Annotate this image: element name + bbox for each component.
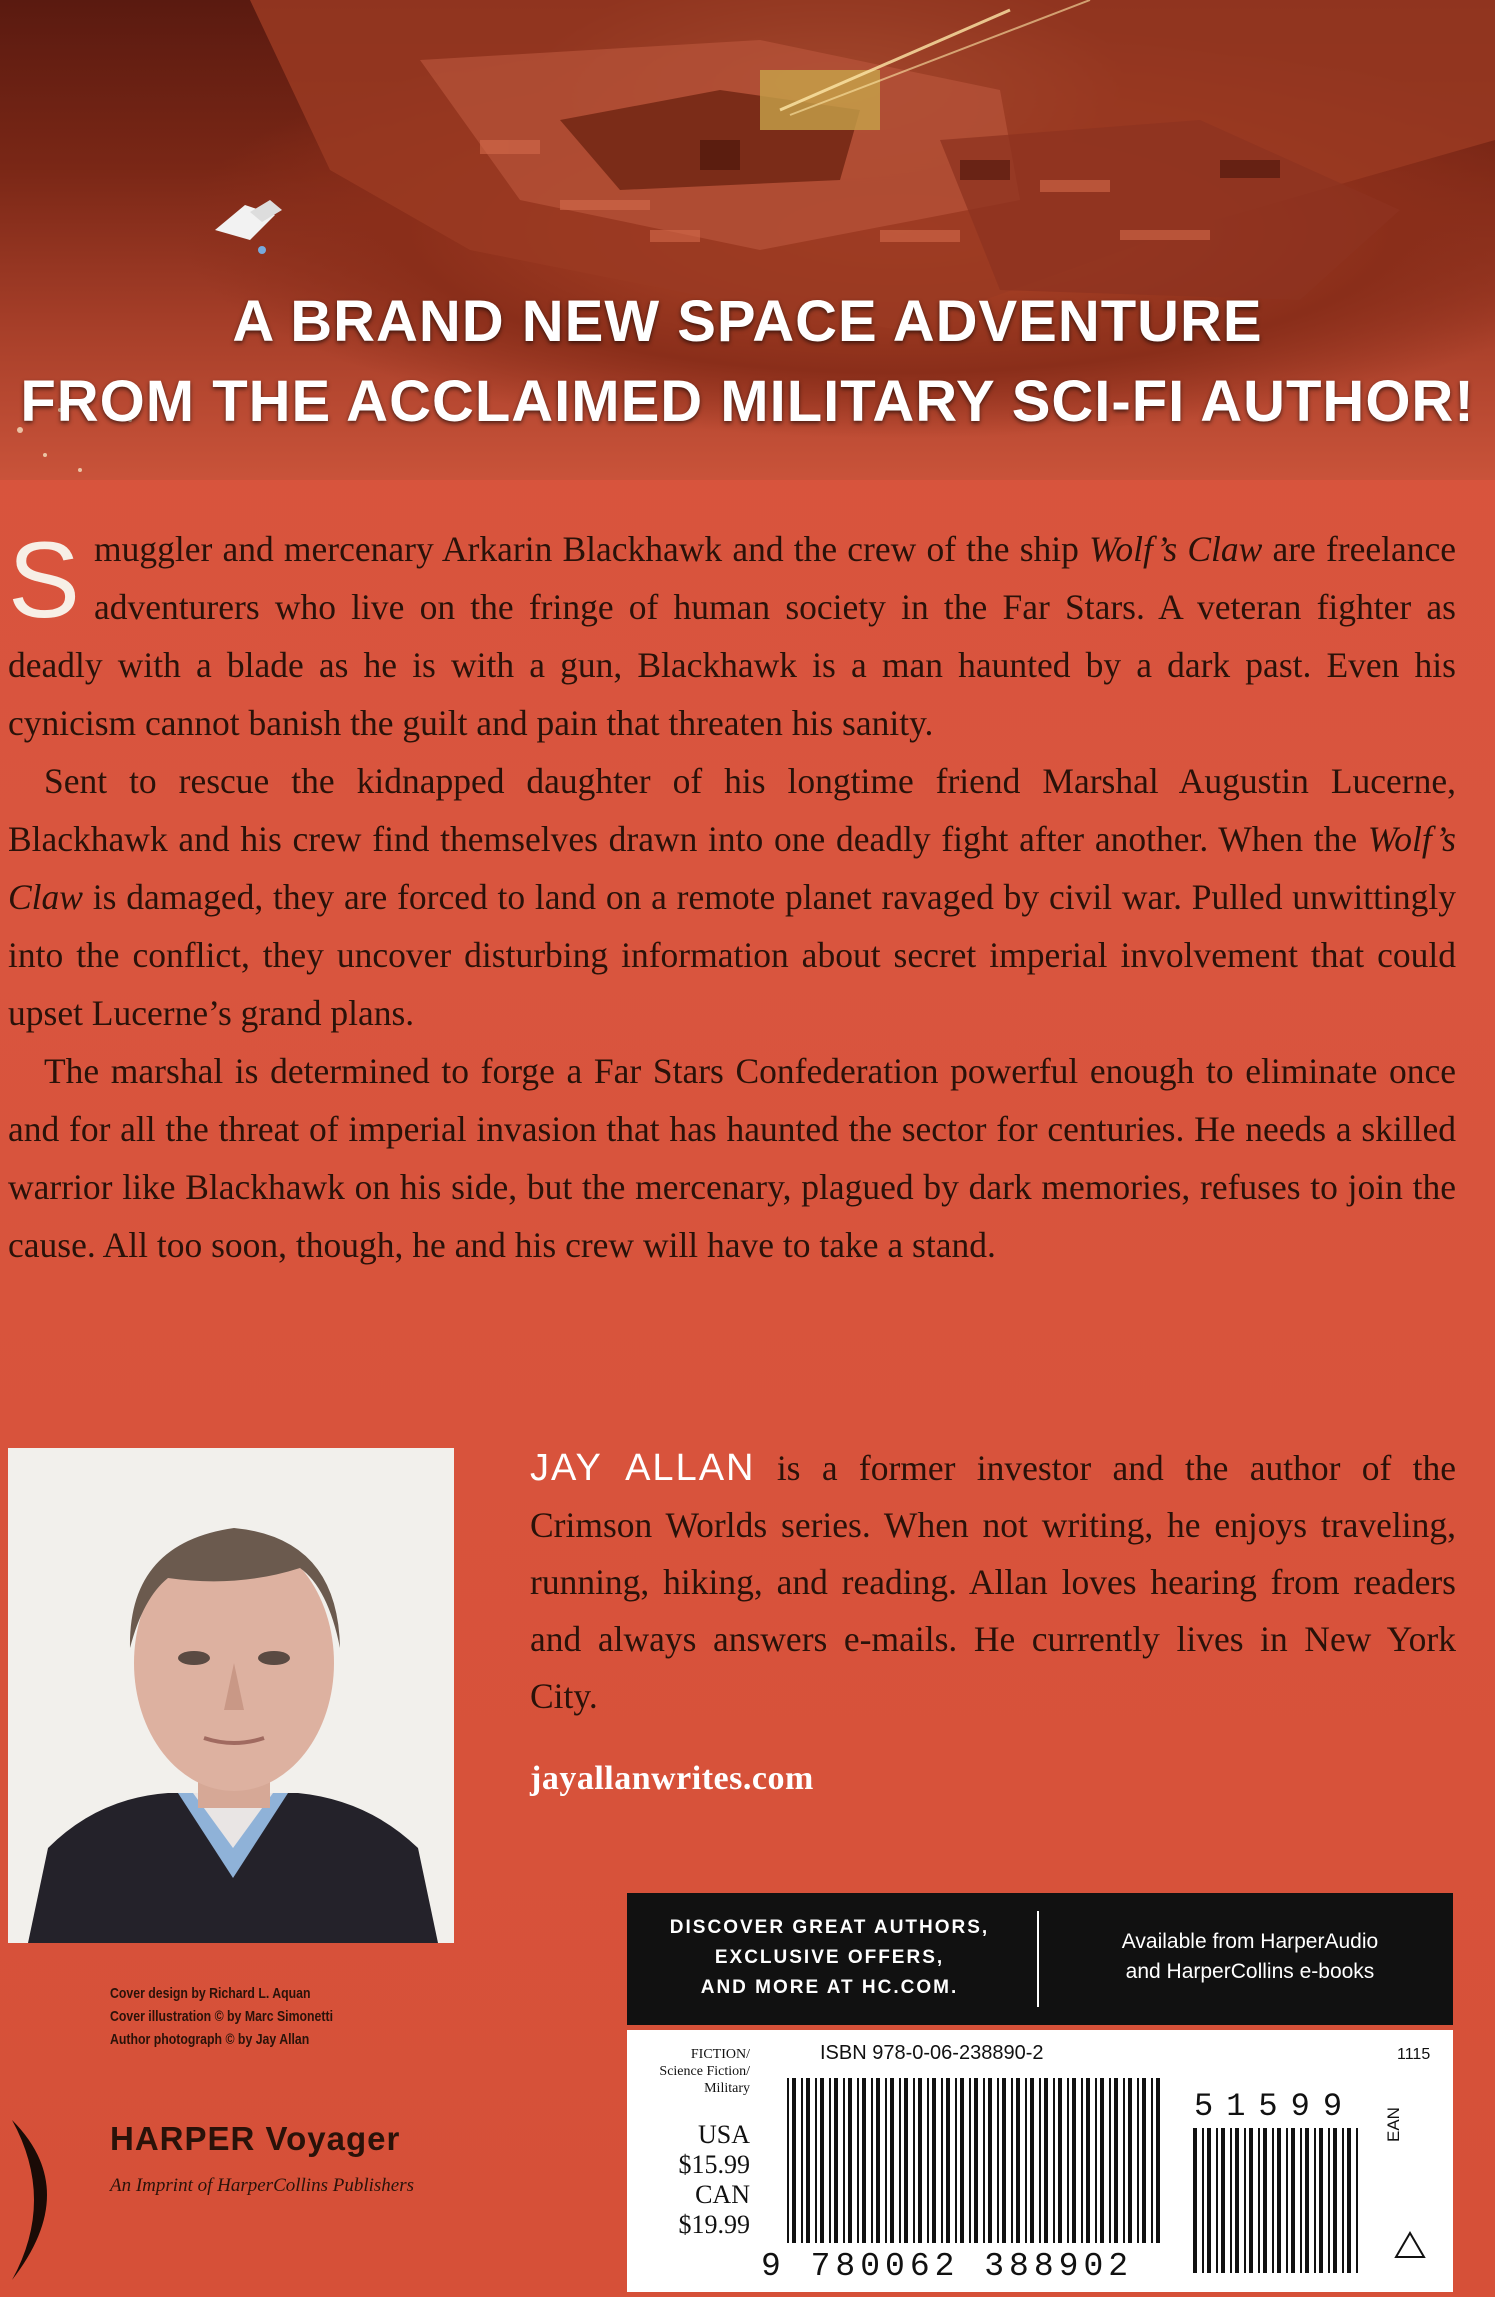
barcode-bar: [997, 2078, 999, 2243]
description-paragraph-1: Smuggler and mercenary Arkarin Blackhawk and the crew of the ship Wolf’s Claw are freelance adventurers who live on the fringe of human society in the Far Stars. A veteran fighter as deadly with a blade as he is with a gun, Blackhawk is a man haunted by a dark past. Even his cynicism cannot banish the guilt and pain that threaten his sanity.: [8, 519, 1457, 743]
barcode-bar: [1319, 2128, 1323, 2273]
barcode-bar: [1291, 2128, 1295, 2273]
barcode-bar: [1328, 2128, 1330, 2273]
barcode-bar: [1109, 2078, 1111, 2243]
barcode-bar: [1314, 2128, 1316, 2273]
barcode-bar: [1128, 2078, 1132, 2243]
barcode-bar: [876, 2078, 880, 2243]
barcode-bar: [857, 2078, 859, 2243]
barcode-bar: [829, 2078, 831, 2243]
barcode-bar: [1249, 2128, 1253, 2273]
barcode-bar: [1058, 2078, 1062, 2243]
barcode-bar: [787, 2078, 789, 2243]
barcode-bar: [862, 2078, 866, 2243]
barcode-bar: [1230, 2128, 1232, 2273]
barcode-bar: [1277, 2128, 1281, 2273]
headline-line-1: A BRAND NEW SPACE ADVENTURE: [232, 289, 1263, 354]
print-code: 1115: [1397, 2046, 1431, 2063]
promo-box: [627, 1893, 1453, 2025]
ean-label: EAN: [1384, 2107, 1403, 2142]
barcode-bar: [792, 2078, 796, 2243]
barcode-bar: [988, 2078, 992, 2243]
barcode-bar: [1086, 2078, 1090, 2243]
barcode-bar: [1258, 2128, 1260, 2273]
barcode-bar: [899, 2078, 901, 2243]
barcode-bar: [1095, 2078, 1097, 2243]
barcode-bar: [843, 2078, 845, 2243]
barcode-bar: [946, 2078, 950, 2243]
barcode-bar: [1039, 2078, 1041, 2243]
cover-credits: [110, 1982, 333, 2051]
barcode-bar: [1235, 2128, 1239, 2273]
barcode-bar: [1011, 2078, 1013, 2243]
author-bio: JAY ALLAN is a former investor and the author of the Crimson Worlds series. When not writing, he enjoys traveling, running, hiking, and reading. Allan loves hearing from readers and always answers e-mails. He currently lives in New York City.: [530, 1447, 1457, 1716]
barcode-bar: [848, 2078, 852, 2243]
barcode-bar: [1342, 2128, 1344, 2273]
price-list: USA $15.99 CAN $19.99: [678, 2120, 750, 2239]
barcode-bar: [1030, 2078, 1034, 2243]
barcode-bar: [1347, 2128, 1351, 2273]
barcode-bar: [801, 2078, 803, 2243]
isbn-barcode: [787, 2078, 1167, 2248]
isbn-number: ISBN 978-0-06-238890-2: [820, 2042, 1044, 2064]
barcode-panel: [627, 2030, 1453, 2292]
barcode-bar: [955, 2078, 957, 2243]
description-paragraph-2: Sent to rescue the kidnapped daughter of his longtime friend Marshal Augustin Lucerne, Blackhawk and his crew find themselves drawn into one deadly fight after another. When the Wolf’s Claw is damaged, they are forced to land on a remote planet ravaged by civil war. Pulled unwittingly into the conflict, they uncover disturbing information about secret imperial involvement that could upset Lucerne’s grand plans.: [8, 761, 1456, 1033]
barcode-bar: [1142, 2078, 1146, 2243]
barcode-bar: [1123, 2078, 1125, 2243]
publisher-name: HARPER Voyager: [110, 2120, 401, 2157]
barcode-bar: [960, 2078, 964, 2243]
barcode-bar: [1263, 2128, 1267, 2273]
headline-line-2: FROM THE ACCLAIMED MILITARY SCI-FI AUTHOR!: [20, 369, 1475, 434]
barcode-bar: [1202, 2128, 1204, 2273]
author-website-link[interactable]: jayallanwrites.com: [530, 1760, 814, 1797]
barcode-bar: [1300, 2128, 1302, 2273]
barcode-bar: [1016, 2078, 1020, 2243]
barcode-bar: [1114, 2078, 1118, 2243]
barcode-bar: [983, 2078, 985, 2243]
barcode-bar: [871, 2078, 873, 2243]
spaceship-artwork: [0, 0, 1495, 480]
barcode-bar: [1305, 2128, 1309, 2273]
barcode-bar: [1067, 2078, 1069, 2243]
ean-triangle-icon: [1393, 2230, 1427, 2260]
barcode-bar: [932, 2078, 936, 2243]
price-addon-digits: 51599: [1194, 2088, 1356, 2125]
barcode-bar: [1072, 2078, 1076, 2243]
barcode-bar: [815, 2078, 817, 2243]
barcode-bar: [1100, 2078, 1104, 2243]
author-name: JAY ALLAN: [530, 1447, 756, 1489]
barcode-bar: [820, 2078, 824, 2243]
price-addon-barcode: [1193, 2128, 1363, 2278]
barcode-bar: [1207, 2128, 1211, 2273]
harper-voyager-moon-logo: [4, 2110, 104, 2290]
barcode-bar: [1216, 2128, 1218, 2273]
barcode-bar: [1151, 2078, 1153, 2243]
barcode-bar: [1053, 2078, 1055, 2243]
promo-availability: Available from HarperAudio and HarperCollins e-books: [1121, 1930, 1379, 1983]
book-description: [8, 520, 1456, 1274]
credit-line: Author photograph © by Jay Allan: [110, 2031, 310, 2048]
barcode-bar: [1356, 2128, 1358, 2273]
author-photo: [8, 1448, 454, 1943]
genre-label: FICTION/ Science Fiction/ Military: [659, 2047, 750, 2096]
barcode-bar: [1333, 2128, 1337, 2273]
barcode-bar: [918, 2078, 922, 2243]
barcode-bar: [1081, 2078, 1083, 2243]
promo-offers: DISCOVER GREAT AUTHORS, EXCLUSIVE OFFERS, AND MORE AT HC.COM.: [669, 1917, 990, 1998]
barcode-bar: [1002, 2078, 1006, 2243]
promo-divider: [1037, 1911, 1039, 2007]
barcode-bar: [1244, 2128, 1246, 2273]
drop-cap: S: [8, 519, 81, 640]
barcode-bar: [1286, 2128, 1288, 2273]
barcode-bar: [941, 2078, 943, 2243]
barcode-bar: [969, 2078, 971, 2243]
barcode-bar: [904, 2078, 908, 2243]
small-fighter-ship: [215, 200, 282, 254]
barcode-bar: [1156, 2078, 1160, 2243]
barcode-bar: [834, 2078, 838, 2243]
ship-name: Wolf’s Claw: [1089, 529, 1263, 569]
barcode-bar: [1137, 2078, 1139, 2243]
barcode-bar: [974, 2078, 978, 2243]
barcode-bar: [890, 2078, 894, 2243]
barcode-digits: 9 780062 388902: [761, 2248, 1134, 2285]
barcode-bar: [1193, 2128, 1197, 2273]
barcode-bar: [806, 2078, 810, 2243]
barcode-bar: [1221, 2128, 1225, 2273]
barcode-bar: [885, 2078, 887, 2243]
barcode-bar: [1272, 2128, 1274, 2273]
ship-name: Wolf’s Claw: [8, 819, 1456, 917]
barcode-bar: [1044, 2078, 1048, 2243]
publisher-imprint: An Imprint of HarperCollins Publishers: [110, 2175, 415, 2196]
barcode-bar: [913, 2078, 915, 2243]
credit-line: Cover design by Richard L. Aquan: [110, 1985, 311, 2002]
credit-line: Cover illustration © by Marc Simonetti: [110, 2008, 333, 2025]
description-paragraph-3: The marshal is determined to forge a Far Stars Confederation powerful enough to eliminate once and for all the threat of imperial invasion that has haunted the sector for centuries. He needs a skilled warrior like Blackhawk on his side, but the mercenary, plagued by dark memories, refuses to join the cause. All too soon, though, he and his crew will have to take a stand.: [8, 1051, 1456, 1265]
barcode-bar: [927, 2078, 929, 2243]
barcode-bar: [1025, 2078, 1027, 2243]
